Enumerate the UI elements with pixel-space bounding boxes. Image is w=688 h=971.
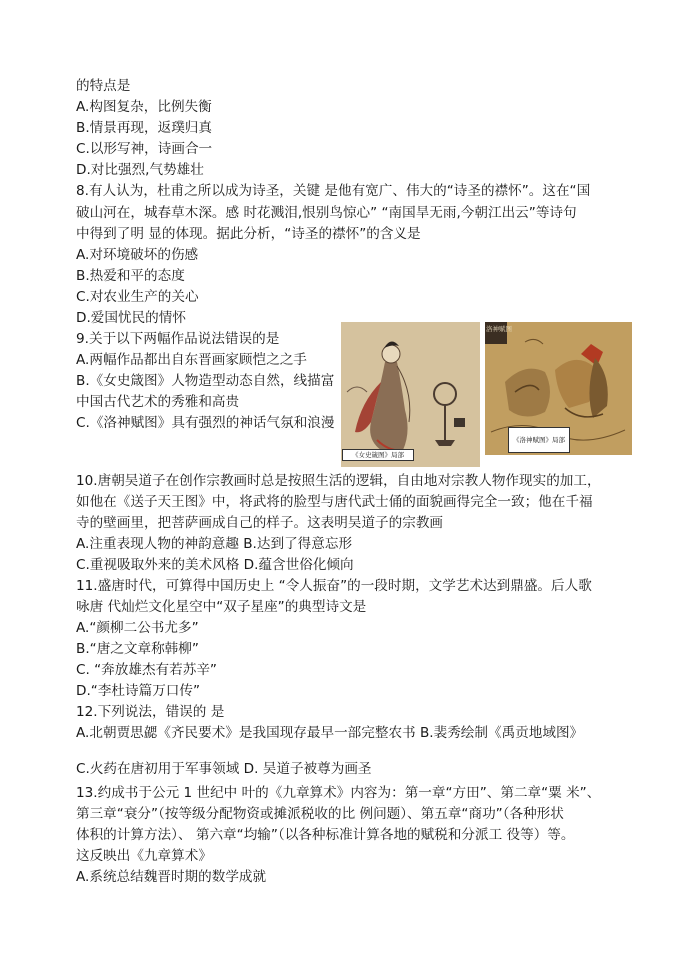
option-line: A.系统总结魏晋时期的数学成就 [76,869,267,885]
option-line: A.对环境破坏的伤感 [76,247,199,263]
option-line: A.两幅作品都出自东晋画家顾恺之之手 [76,352,307,368]
text-line: 的特点是 [76,78,131,94]
question-10-line: 寺的壁画里，把菩萨画成自己的样子。这表明吴道子的宗教画 [76,515,444,531]
option-line: C. “奔放雄杰有若苏辛” [76,662,217,678]
option-line: B.“唐之文章称韩柳” [76,641,199,657]
right-image-corner-text: 洛神赋图 [486,325,512,333]
option-line: B.《女史箴图》人物造型动态自然，线描富 [76,373,335,389]
option-line: D.“李杜诗篇万口传” [76,683,201,699]
nushi-zhen-painting [341,322,480,467]
option-line: D.爱国忧民的情怀 [76,310,186,326]
question-10-line: 如他在《送子天王图》中，将武将的脸型与唐代武士俑的面貌画得完全一致；他在千福 [76,494,593,510]
option-line: C.以形写神，诗画合一 [76,141,213,157]
option-line: B.情景再现，返璞归真 [76,120,212,136]
left-image-caption: 《女史箴图》局部 [342,449,414,461]
question-11-line: 咏唐 代灿烂文化星空中“双子星座”的典型诗文是 [76,599,367,615]
option-line: B.热爱和平的态度 [76,268,185,284]
option-line: C.对农业生产的关心 [76,289,199,305]
option-line: C.重视吸取外来的美术风格 D.蕴含世俗化倾向 [76,557,354,573]
option-line: C.火药在唐初用于军事领域 D. 吴道子被尊为画圣 [76,761,372,777]
question-8-line: 中得到了明 显的体现。据此分析，“诗圣的襟怀”的含义是 [76,226,421,242]
question-8-line: 破山河在，城春草木深。感 时花溅泪,恨别鸟惊心” “南国旱无雨,今朝江出云”等诗句 [76,205,577,221]
option-line: 中国古代艺术的秀雅和高贵 [76,394,240,410]
question-9-line: 9.关于以下两幅作品说法错误的是 [76,331,280,347]
option-line: A.“颜柳二公书尤多” [76,620,199,636]
question-13-line: 13.约成书于公元 1 世纪中 叶的《九章算术》内容为：第一章“方田”、第二章“粟 米”、 [76,785,601,801]
question-8-line: 8.有人认为，杜甫之所以成为诗圣，关键 是他有宽广、伟大的“诗圣的襟怀”。这在“国 [76,183,591,199]
question-13-line: 这反映出《九章算术》 [76,848,212,864]
question-13-line: 体积的计算方法）、 第六章“均输”（以各种标准计算各地的赋税和分派工 役等）等。 [76,827,575,843]
option-line: D.对比强烈,气势雄壮 [76,162,204,178]
option-line: A.北朝贾思勰《齐民要术》是我国现存最早一部完整农书 B.裴秀绘制《禹贡地域图》 [76,725,584,741]
question-10-line: 10.唐朝吴道子在创作宗教画时总是按照生活的逻辑，自由地对宗教人物作现实的加工， [76,473,601,489]
right-image-caption: 《洛神赋图》局部 [508,427,570,453]
luoshen-fu-painting [485,322,632,455]
nushi-zhen-painting-art [341,322,480,467]
option-line: C.《洛神赋图》具有强烈的神话气氛和浪漫 [76,415,335,431]
option-line: A.注重表现人物的神韵意趣 B.达到了得意忘形 [76,536,353,552]
question-12-line: 12.下列说法，错误的 是 [76,704,225,720]
question-13-line: 第三章“衰分”（按等级分配物资或摊派税收的比 例问题）、第五章“商功”（各种形状 [76,806,564,822]
question-11-line: 11.盛唐时代，可算得中国历史上 “令人振奋”的一段时期，文学艺术达到鼎盛。后人歌 [76,578,592,594]
option-line: A.构图复杂，比例失衡 [76,99,212,115]
